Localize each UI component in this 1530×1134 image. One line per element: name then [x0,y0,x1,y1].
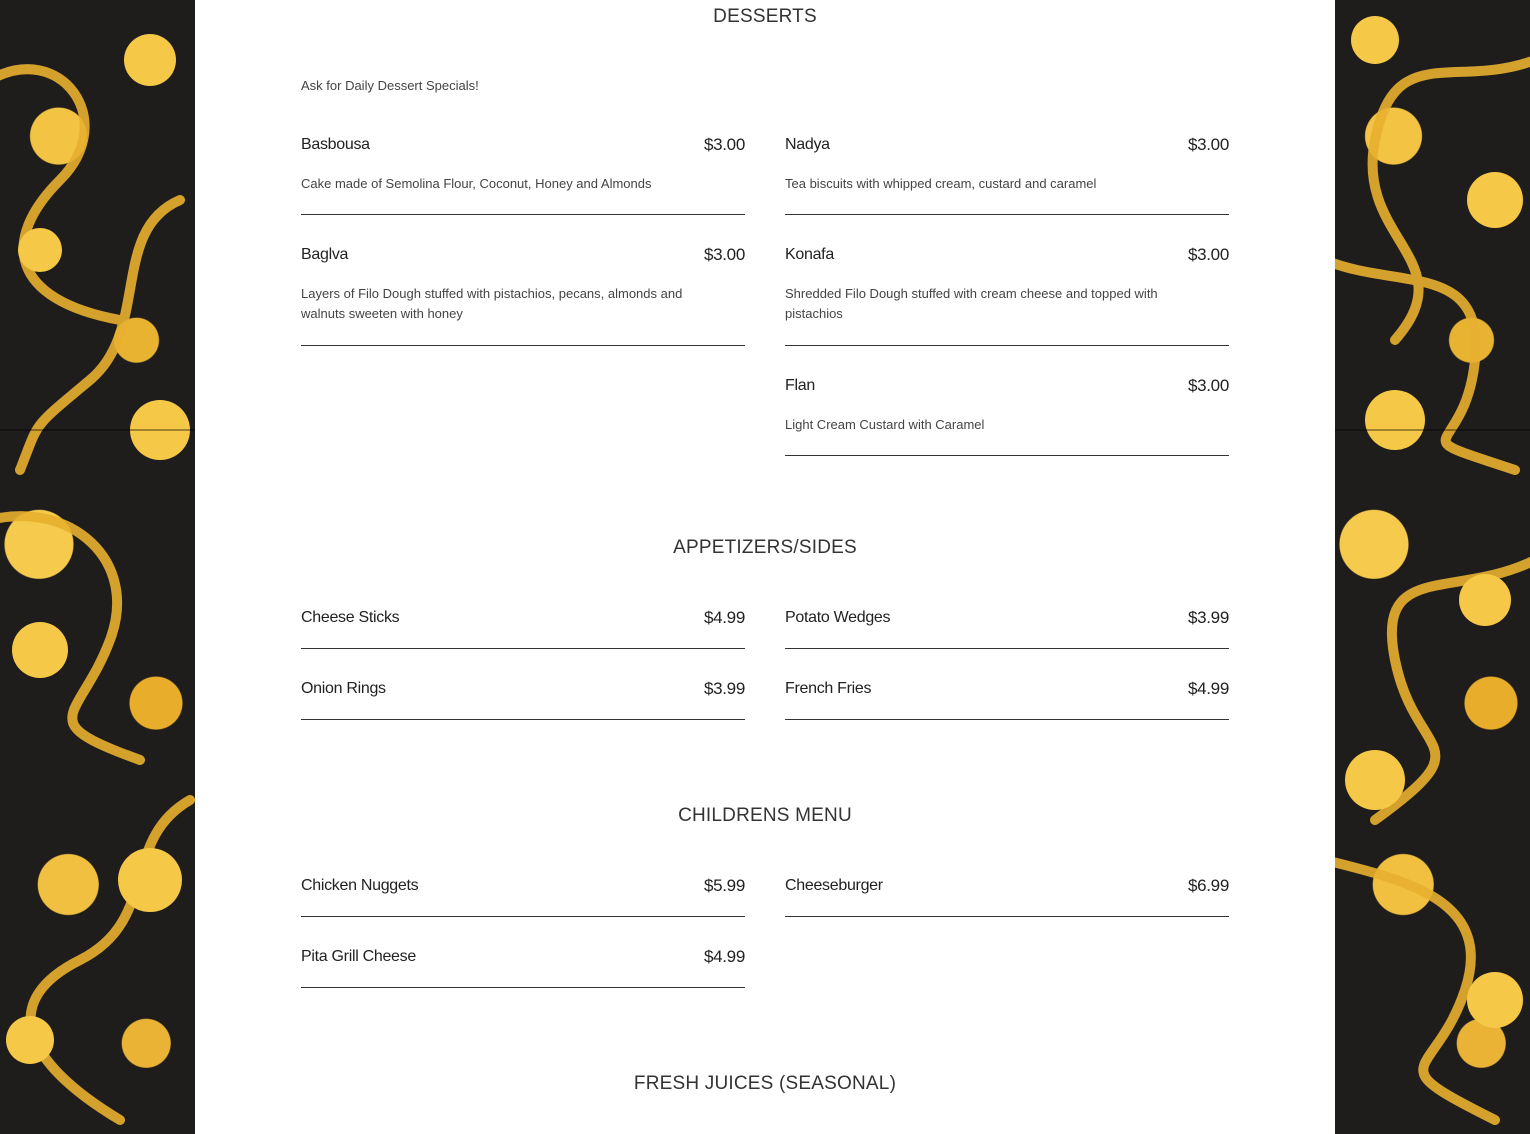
item-price: $3.00 [703,245,745,264]
item-name: Flan [785,377,815,394]
item-name: Konafa [785,246,834,263]
item-name: Pita Grill Cheese [301,948,416,965]
item-price: $6.99 [1187,876,1229,895]
item-price: $4.99 [703,608,745,627]
item-price: $4.99 [703,947,745,966]
menu-item-flan [785,375,1229,456]
wallpaper-seam [1335,429,1530,431]
item-description: Shredded Filo Dough stuffed with cream cheese and topped with pistachios [785,286,1158,321]
item-name: Basbousa [301,136,370,153]
item-name: Cheese Sticks [301,609,400,626]
menu-panel [195,0,1335,1134]
menu-item-cheeseburger [785,875,1229,917]
menu-item-baglva [301,244,745,346]
wallpaper-seam [0,429,195,431]
section-title-childrens: CHILDRENS MENU [678,805,852,826]
baroque-pattern-icon [0,0,195,1134]
item-name: Nadya [785,136,830,153]
menu-item-chicken-nuggets [301,875,745,917]
item-description: Layers of Filo Dough stuffed with pistachios, pecans, almonds and walnuts sweeten with honey [301,286,683,321]
section-title-appetizers: APPETIZERS/SIDES [673,537,857,558]
item-price: $5.99 [703,876,745,895]
item-name: Potato Wedges [785,609,891,626]
item-price: $4.99 [1187,679,1229,698]
item-price: $3.00 [1187,245,1229,264]
menu-item-nadya [785,134,1229,215]
desserts-specials-note: Ask for Daily Dessert Specials! [301,78,479,93]
item-name: Baglva [301,246,349,263]
menu-item-pita-grill-cheese [301,946,745,988]
item-description: Light Cream Custard with Caramel [785,417,985,432]
item-description: Tea biscuits with whipped cream, custard and caramel [785,176,1097,191]
menu-item-potato-wedges [785,607,1229,649]
item-name: Cheeseburger [785,877,883,894]
menu-item-konafa [785,244,1229,346]
item-name: Onion Rings [301,680,386,697]
item-description: Cake made of Semolina Flour, Coconut, Honey and Almonds [301,176,652,191]
item-price: $3.99 [703,679,745,698]
section-title-desserts: DESSERTS [713,6,817,27]
item-name: French Fries [785,680,872,697]
menu-item-basbousa [301,134,745,215]
item-name: Chicken Nuggets [301,877,419,894]
wallpaper-left [0,0,195,1134]
menu-item-cheese-sticks [301,607,745,649]
baroque-pattern-icon [1335,0,1530,1134]
menu-item-onion-rings [301,678,745,720]
item-price: $3.00 [1187,135,1229,154]
menu-item-french-fries [785,678,1229,720]
section-title-juices: FRESH JUICES (SEASONAL) [633,1073,897,1094]
item-price: $3.99 [1187,608,1229,627]
wallpaper-right [1335,0,1530,1134]
item-price: $3.00 [1187,376,1229,395]
item-price: $3.00 [703,135,745,154]
